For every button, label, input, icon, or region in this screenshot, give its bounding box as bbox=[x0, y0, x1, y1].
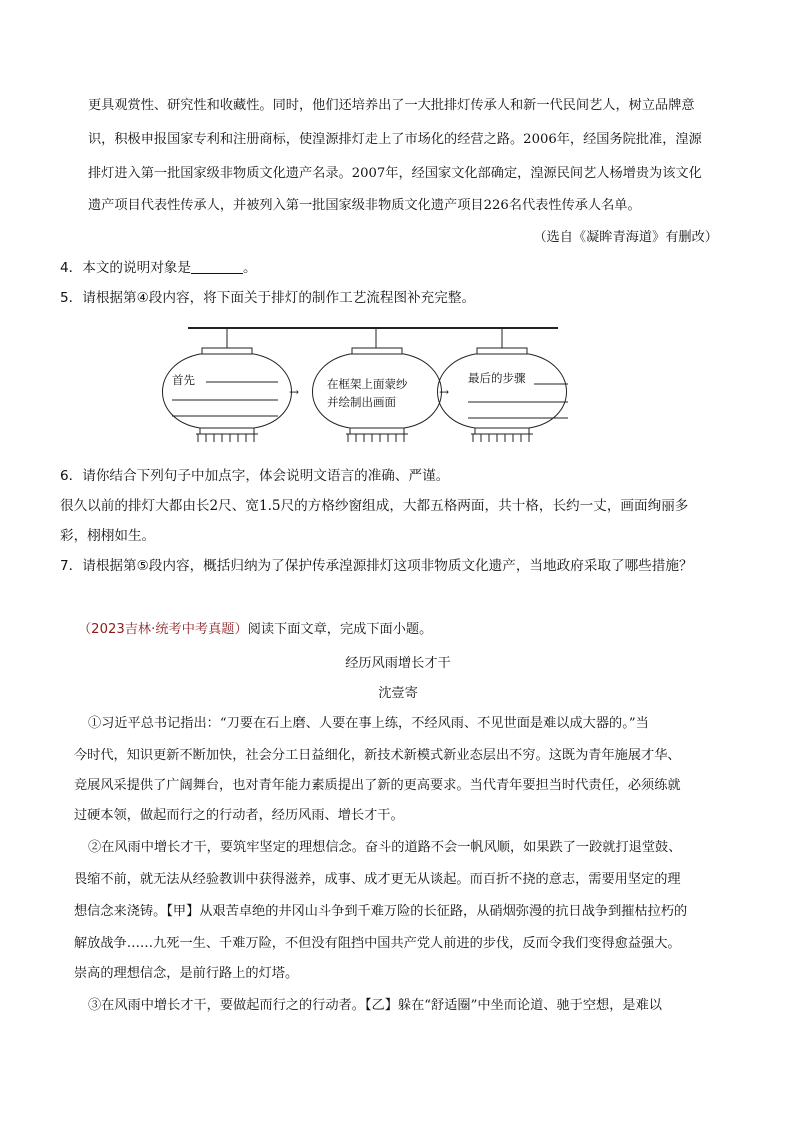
arrow-1: → bbox=[289, 385, 300, 399]
question-5: 5．请根据第④段内容，将下面关于排灯的制作工艺流程图补充完整。 bbox=[60, 290, 476, 306]
lantern-step-2 bbox=[313, 348, 442, 442]
para1-line-4: 过硬本领，做起而行之的行动者，经历风雨、增长才干。 bbox=[74, 808, 404, 823]
para2-line-4: 解放战争……九死一生、千难万险，不但没有阻挡中国共产党人前进的步伐，反而令我们变得愈益强大。 bbox=[74, 936, 681, 951]
para1-line-2: 今时代，知识更新不断加快，社会分工日益细化，新技术新模式新业态层出不穷。这既为青年施展才华、 bbox=[74, 748, 681, 763]
para2-line-2: 畏缩不前，就无法从经验教训中获得滋养，成事、成才更无从谈起。而百折不挠的意志，需要用坚定的理 bbox=[74, 872, 681, 887]
para3-line-1: ③在风雨中增长才干，要做起而行之的行动者。【乙】躲在“舒适圈”中坐而论道、驰于空想，是难以 bbox=[88, 998, 662, 1013]
arrow-2: → bbox=[439, 385, 450, 399]
section-2-header bbox=[78, 620, 718, 640]
question-4 bbox=[60, 258, 700, 278]
passage1-line-2: 识，积极申报国家专利和注册商标，使湟源排灯走上了市场化的经营之路。2006年，经国务院批准，湟源 bbox=[88, 132, 702, 147]
passage1-source: （选自《凝眸青海道》有删改） bbox=[533, 230, 718, 245]
exam-source-tag[interactable]: （2023吉林·统考中考真题） bbox=[78, 622, 248, 637]
para1-line-1: ①习近平总书记指出：“刀要在石上磨、人要在事上练，不经风雨、不见世面是难以成大器的。”当 bbox=[88, 716, 649, 731]
para2-line-1: ②在风雨中增长才干，要筑牢坚定的理想信念。奋斗的道路不会一帆风顺，如果跌了一跤就打退堂鼓、 bbox=[88, 840, 682, 855]
passage1-line-3: 排灯进入第一批国家级非物质文化遗产名录。2007年，经国家文化部确定，湟源民间艺人杨增贵为该文化 bbox=[88, 166, 702, 181]
step-2-line-2: 并绘制出画面 bbox=[327, 395, 396, 409]
article-title: 经历风雨增长才干 bbox=[345, 656, 451, 671]
section-2-instruction: 阅读下面文章，完成下面小题。 bbox=[247, 622, 433, 637]
lantern-step-3 bbox=[438, 348, 569, 442]
para2-line-3: 想信念来浇铸。【甲】从艰苦卓绝的井冈山斗争到千难万险的长征路，从硝烟弥漫的抗日战争到摧枯拉朽的 bbox=[74, 904, 688, 919]
step-3-label: 最后的步骤 bbox=[468, 371, 526, 385]
article-author: 沈壹寄 bbox=[378, 686, 418, 701]
question-6: 6．请你结合下列句子中加点字，体会说明文语言的准确、严谨。 bbox=[60, 468, 450, 484]
answer-blank[interactable] bbox=[191, 259, 243, 274]
question-6-quote-line-1: 很久以前的排灯大都由长2尺、宽1.5尺的方格纱窗组成，大都五格两面，共十格，长约一丈，画面绚丽多 bbox=[60, 498, 689, 514]
para2-line-5: 崇高的理想信念，是前行路上的灯塔。 bbox=[74, 966, 299, 981]
lantern-step-1 bbox=[163, 348, 292, 442]
step-1-label: 首先 bbox=[172, 373, 195, 387]
flowchart bbox=[150, 320, 570, 450]
step-2-line-1: 在框架上面蒙纱 bbox=[327, 377, 408, 391]
question-6-quote-line-2: 彩，栩栩如生。 bbox=[60, 528, 156, 544]
passage1-line-1: 更具观赏性、研究性和收藏性。同时，他们还培养出了一大批排灯传承人和新一代民间艺人，树立品牌意 bbox=[88, 98, 695, 113]
question-7: 7．请根据第⑤段内容，概括归纳为了保护传承湟源排灯这项非物质文化遗产，当地政府采取了哪些措施？ bbox=[60, 558, 693, 574]
para1-line-3: 竞展风采提供了广阔舞台，也对青年能力素质提出了新的更高要求。当代青年要担当时代责任，必须练就 bbox=[74, 778, 681, 793]
passage1-line-4: 遗产项目代表性传承人，并被列入第一批国家级非物质文化遗产项目226名代表性传承人名单。 bbox=[88, 198, 641, 213]
question-4-suffix: 。 bbox=[243, 260, 257, 276]
question-4-prefix: 4．本文的说明对象是 bbox=[60, 260, 191, 276]
